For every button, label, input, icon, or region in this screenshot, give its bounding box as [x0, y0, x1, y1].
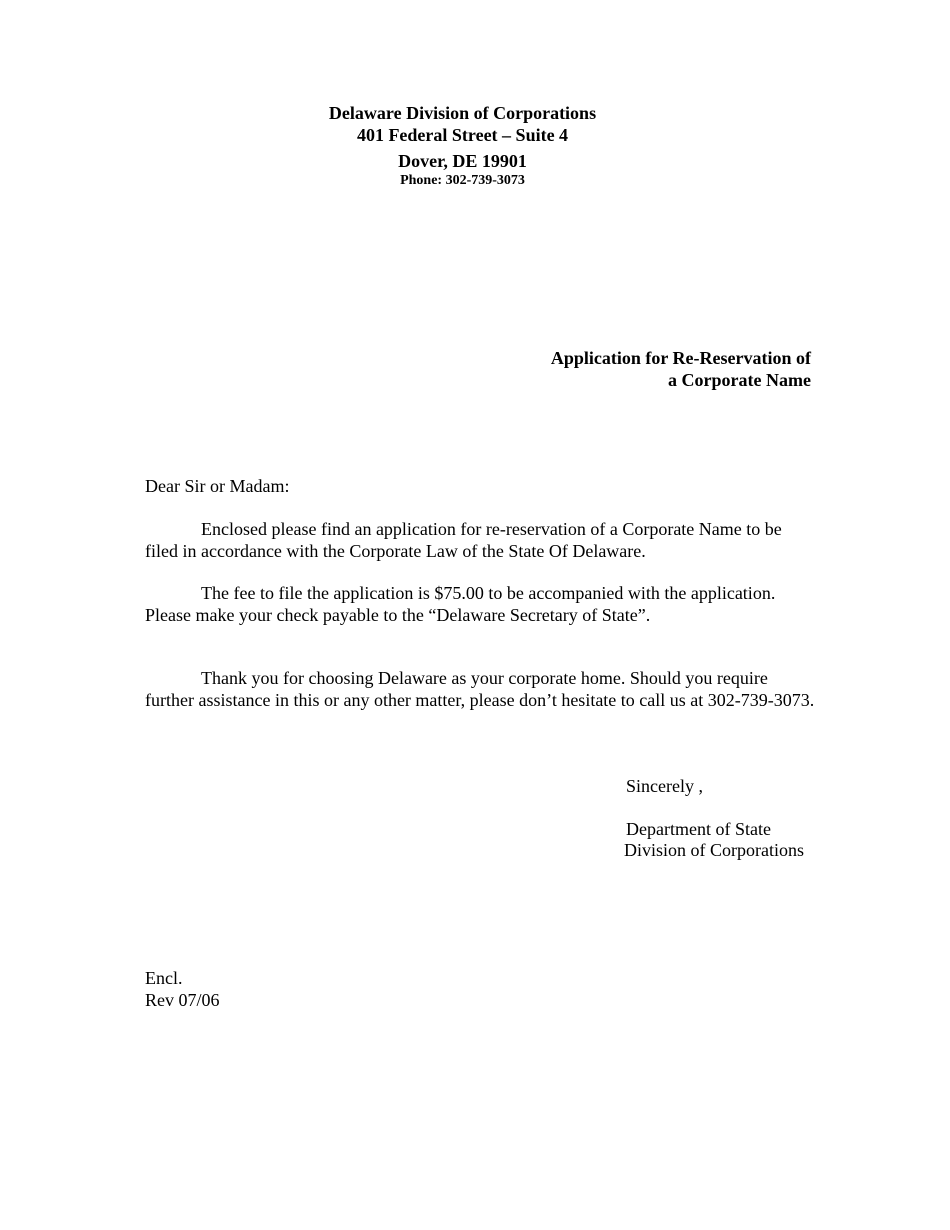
letterhead-phone: Phone: 302-739-3073	[400, 173, 525, 188]
closing-sincerely: Sincerely ,	[626, 776, 703, 796]
footer-notes	[145, 968, 220, 1011]
letterhead-city: Dover, DE 19901	[398, 151, 527, 171]
letterhead-organization: Delaware Division of Corporations	[328, 103, 597, 123]
document-title-line2: a Corporate Name	[668, 370, 811, 390]
footer-revision: Rev 07/06	[145, 989, 220, 1010]
paragraph-enclosed-application	[145, 519, 845, 562]
paragraph-thank-you	[145, 668, 845, 711]
paragraph2-line1: The fee to file the application is $75.00 to be accompanied with the application.	[201, 583, 776, 603]
closing-division: Division of Corporations	[624, 840, 804, 860]
closing-department: Department of State	[626, 818, 771, 839]
footer-enclosure: Encl.	[145, 968, 183, 988]
paragraph-fee	[145, 583, 845, 626]
document-title-line1: Application for Re-Reservation of	[550, 348, 811, 368]
paragraph3-line1: Thank you for choosing Delaware as your corporate home. Should you require	[201, 668, 768, 688]
paragraph2-line2: Please make your check payable to the “Delaware Secretary of State”.	[145, 604, 651, 625]
paragraph1-line2: filed in accordance with the Corporate Law of the State Of Delaware.	[145, 540, 646, 561]
letterhead	[0, 102, 925, 190]
paragraph3-line2: further assistance in this or any other matter, please don’t hesitate to call us at 302-739-3073.	[145, 689, 815, 710]
letterhead-street: 401 Federal Street – Suite 4	[356, 125, 569, 145]
closing-block	[624, 776, 804, 862]
document-title	[551, 347, 811, 391]
salutation: Dear Sir or Madam:	[145, 476, 290, 496]
paragraph1-line1: Enclosed please find an application for re-reservation of a Corporate Name to be	[201, 519, 782, 539]
